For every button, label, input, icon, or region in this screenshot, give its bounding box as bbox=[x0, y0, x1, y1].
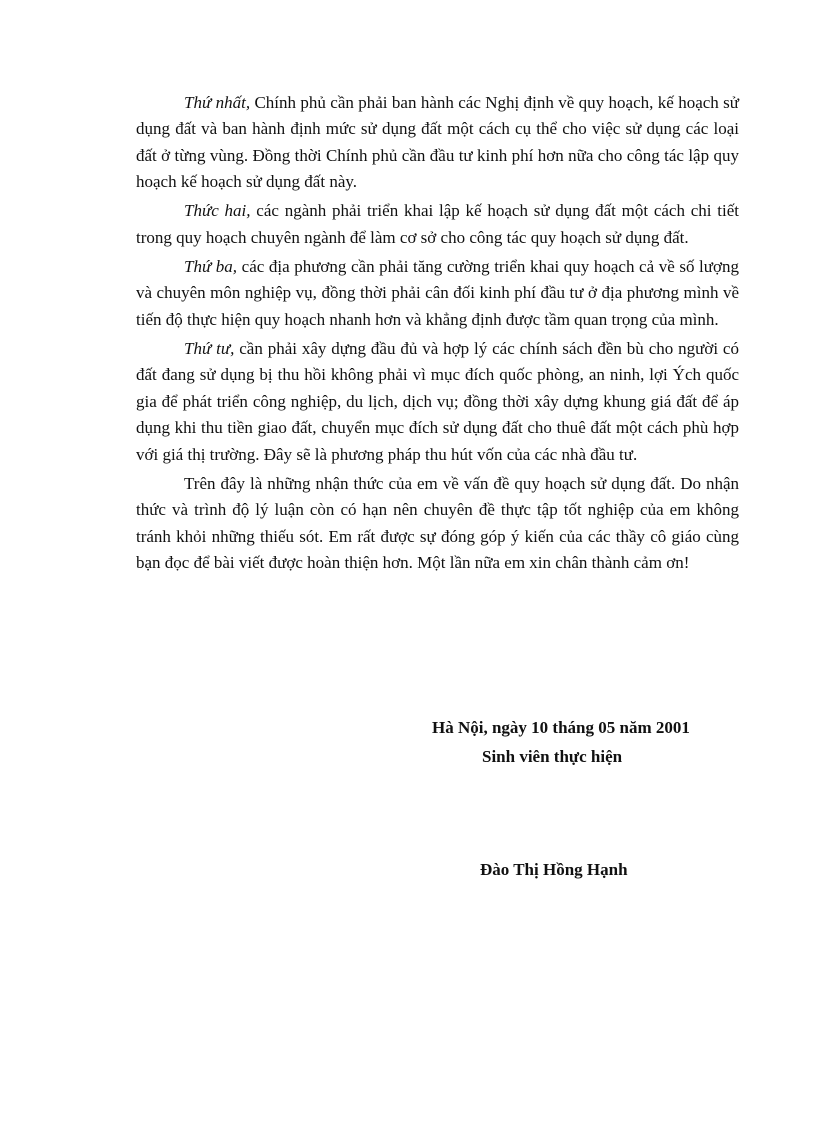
document-body bbox=[136, 90, 739, 579]
paragraph-text: các ngành phải triển khai lập kế hoạch sử dụng đất một cách chi tiết trong quy hoạch chuyên ngành để làm cơ sở cho công tác quy hoạch sử dụng đất. bbox=[136, 201, 739, 247]
paragraph-second bbox=[136, 198, 739, 251]
paragraph-third bbox=[136, 254, 739, 333]
paragraph-text: cần phải xây dựng đầu đủ và hợp lý các chính sách đền bù cho người có đất đang sử dụng bị thu hồi không phải vì mục đích quốc phòng, an ninh, lợi Ých quốc gia để phát triển công nghiệp, du lịch, dịch vụ; đồng thời xây dựng khung giá đất để áp dụng khi thu tiền giao đất, chuyển mục đích sử dụng đất cho thuê đất một cách phù hợp với giá thị trường. Đây sẽ là phương pháp thu hút vốn của các nhà đầu tư. bbox=[136, 339, 739, 464]
paragraph-lead: Thứ tư, bbox=[184, 339, 235, 359]
signature-place-date: Hà Nội, ngày 10 tháng 05 năm 2001 bbox=[432, 718, 690, 737]
paragraph-lead: Thứ ba, bbox=[184, 257, 238, 277]
paragraph-conclusion bbox=[136, 471, 739, 577]
paragraph-lead: Thứ nhất, bbox=[184, 93, 251, 112]
paragraph-lead: Thức hai, bbox=[184, 201, 251, 221]
paragraph-text: Chính phủ cần phải ban hành các Nghị định về quy hoạch, kế hoạch sử dụng đất và ban hành định mức sử dụng đất một cách cụ thể cho việc sử dụng các loại đất ở từng vùng. Đồng thời Chính phủ cần đầu tư kinh phí hơn nữa cho công tác lập quy hoạch kế hoạch sử dụng đất này. bbox=[136, 93, 740, 192]
paragraph-fourth bbox=[136, 336, 739, 468]
signature-name: Đào Thị Hồng Hạnh bbox=[480, 860, 628, 879]
signature-role: Sinh viên thực hiện bbox=[482, 747, 623, 766]
paragraph-text: các địa phương cần phải tăng cường triển khai quy hoạch cả về số lượng và chuyên môn nghiệp vụ, đồng thời phải cân đối kinh phí đầu tư ở địa phương mình về tiến độ thực hiện quy hoạch nhanh hơn và khẳng định được tầm quan trọng của mình. bbox=[136, 257, 739, 329]
paragraph-text: Trên đây là những nhận thức của em về vấn đề quy hoạch sử dụng đất. Do nhận thức và trình độ lý luận còn có hạn nên chuyên đề thực tập tốt nghiệp của em không tránh khỏi những thiếu sót. Em rất được sự đóng góp ý kiến của các thầy cô giáo cùng bạn đọc để bài viết được hoàn thiện hơn. Một lần nữa em xin chân thành cảm ơn! bbox=[136, 473, 739, 573]
paragraph-first bbox=[136, 90, 739, 196]
